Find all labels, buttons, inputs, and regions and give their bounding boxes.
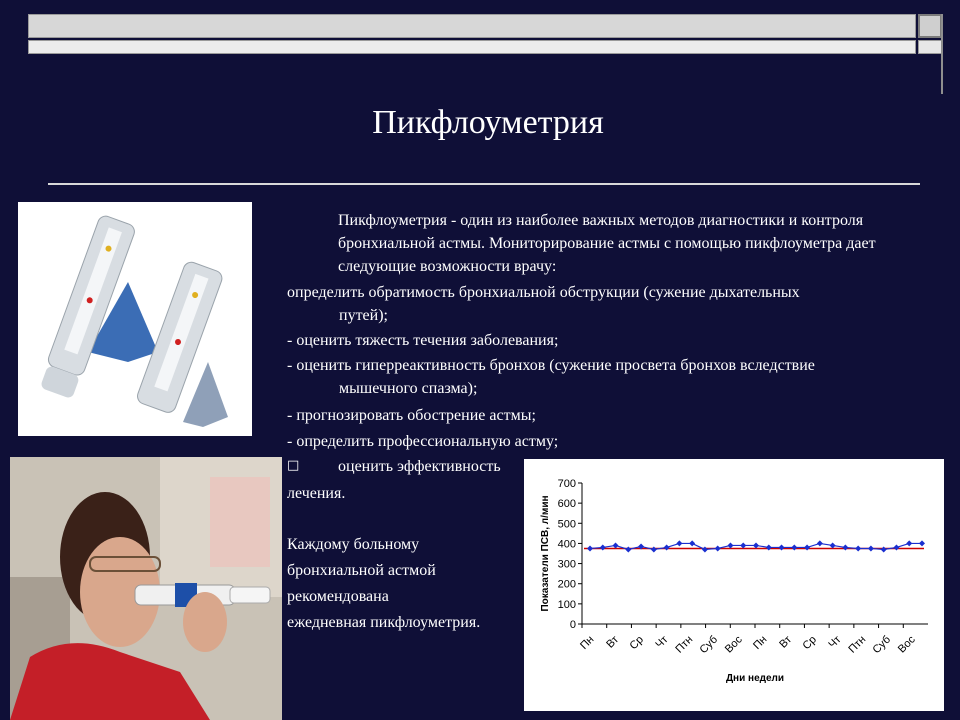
data-point — [881, 546, 887, 552]
data-point — [625, 546, 631, 552]
y-tick-label: 100 — [557, 598, 576, 611]
patient-using-peak-flow-meter-photo — [10, 457, 282, 720]
y-tick-label: 400 — [557, 538, 576, 551]
data-point — [842, 544, 848, 550]
lower-text-line: Каждому больному — [287, 536, 420, 553]
data-point — [664, 544, 670, 550]
bullet-checkbox-icon: □ — [287, 458, 300, 473]
corner-square — [918, 14, 942, 38]
data-point — [906, 540, 912, 546]
data-point — [868, 545, 874, 551]
data-point — [830, 542, 836, 548]
x-tick-label: Пн — [578, 633, 597, 653]
x-tick-label: Чт — [653, 633, 671, 651]
x-tick-label: Ср — [627, 633, 646, 653]
top-decor-bar-lower — [28, 40, 916, 54]
data-point — [893, 544, 899, 550]
y-tick-label: 300 — [557, 558, 576, 571]
data-point — [600, 544, 606, 550]
data-point — [715, 545, 721, 551]
chart-svg — [524, 459, 944, 711]
list-item-continuation: путей); — [339, 307, 388, 324]
x-tick-label: Вос — [895, 633, 918, 656]
x-tick-label: Вт — [777, 633, 795, 651]
list-item-text: - прогнозировать обострение астмы; — [287, 407, 536, 424]
title-divider — [48, 183, 920, 185]
y-axis-title: Показатели ПСВ, л/мин — [540, 495, 551, 612]
data-point — [740, 542, 746, 548]
list-item — [287, 404, 927, 427]
data-point — [855, 545, 861, 551]
data-point — [689, 540, 695, 546]
list-item — [287, 281, 927, 327]
list-item: оценить эффективность — [338, 458, 501, 475]
list-item-text: - определить профессиональную астму; — [287, 433, 559, 450]
y-tick-label: 700 — [557, 478, 576, 490]
data-point — [587, 545, 593, 551]
list-item-text: определить обратимость бронхиальной обструкции (сужение дыхательных — [287, 284, 800, 301]
y-tick-label: 0 — [569, 619, 576, 631]
list-item-text: - оценить тяжесть течения заболевания; — [287, 332, 559, 349]
list-item-text: - оценить гиперреактивность бронхов (сужение просвета бронхов вследствие — [287, 357, 815, 374]
y-tick-label: 200 — [557, 578, 576, 591]
data-point — [702, 546, 708, 552]
list-item — [287, 354, 927, 400]
x-tick-label: Суб — [870, 633, 894, 657]
top-decor-bar — [28, 14, 916, 38]
lower-text-line: рекомендована — [287, 588, 389, 605]
lower-text-line: ежедневная пикфлоуметрия. — [287, 614, 481, 631]
list-item — [287, 430, 927, 453]
data-point — [804, 544, 810, 550]
x-axis-title: Дни недели — [725, 673, 785, 684]
list-item — [287, 329, 927, 352]
peak-flow-chart — [524, 459, 944, 711]
data-point — [779, 544, 785, 550]
slide-title: Пикфлоуметрия — [372, 104, 604, 141]
y-tick-label: 600 — [557, 498, 576, 511]
data-point — [753, 542, 759, 548]
data-point — [766, 544, 772, 550]
data-point — [651, 546, 657, 552]
x-tick-label: Птн — [673, 633, 696, 656]
intro-paragraph: Пикфлоуметрия - один из наиболее важных методов диагностики и контроля бронхиальной астмы. Мониторирование астмы с помощью пикфлоуметра дает следующие возможности врачу: — [338, 212, 876, 275]
data-point — [817, 540, 823, 546]
data-point — [919, 540, 925, 546]
x-tick-label: Чт — [826, 633, 844, 651]
x-tick-label: Вт — [604, 633, 622, 651]
data-point — [613, 542, 619, 548]
x-tick-label: Суб — [697, 633, 721, 657]
corner-square-lower — [918, 40, 942, 54]
data-point — [727, 542, 733, 548]
peak-flow-meter-photo — [18, 202, 252, 436]
x-tick-label: Пн — [751, 633, 770, 653]
y-tick-label: 500 — [557, 518, 576, 531]
x-tick-label: Вос — [722, 633, 745, 656]
corner-vertical-line — [941, 14, 943, 94]
data-point — [676, 540, 682, 546]
data-point — [791, 544, 797, 550]
x-tick-label: Птн — [846, 633, 869, 656]
lower-text-line: лечения. — [287, 485, 346, 502]
x-tick-label: Ср — [800, 633, 819, 653]
lower-text-line: бронхиальной астмой — [287, 562, 436, 579]
list-item-continuation: мышечного спазма); — [339, 380, 478, 397]
